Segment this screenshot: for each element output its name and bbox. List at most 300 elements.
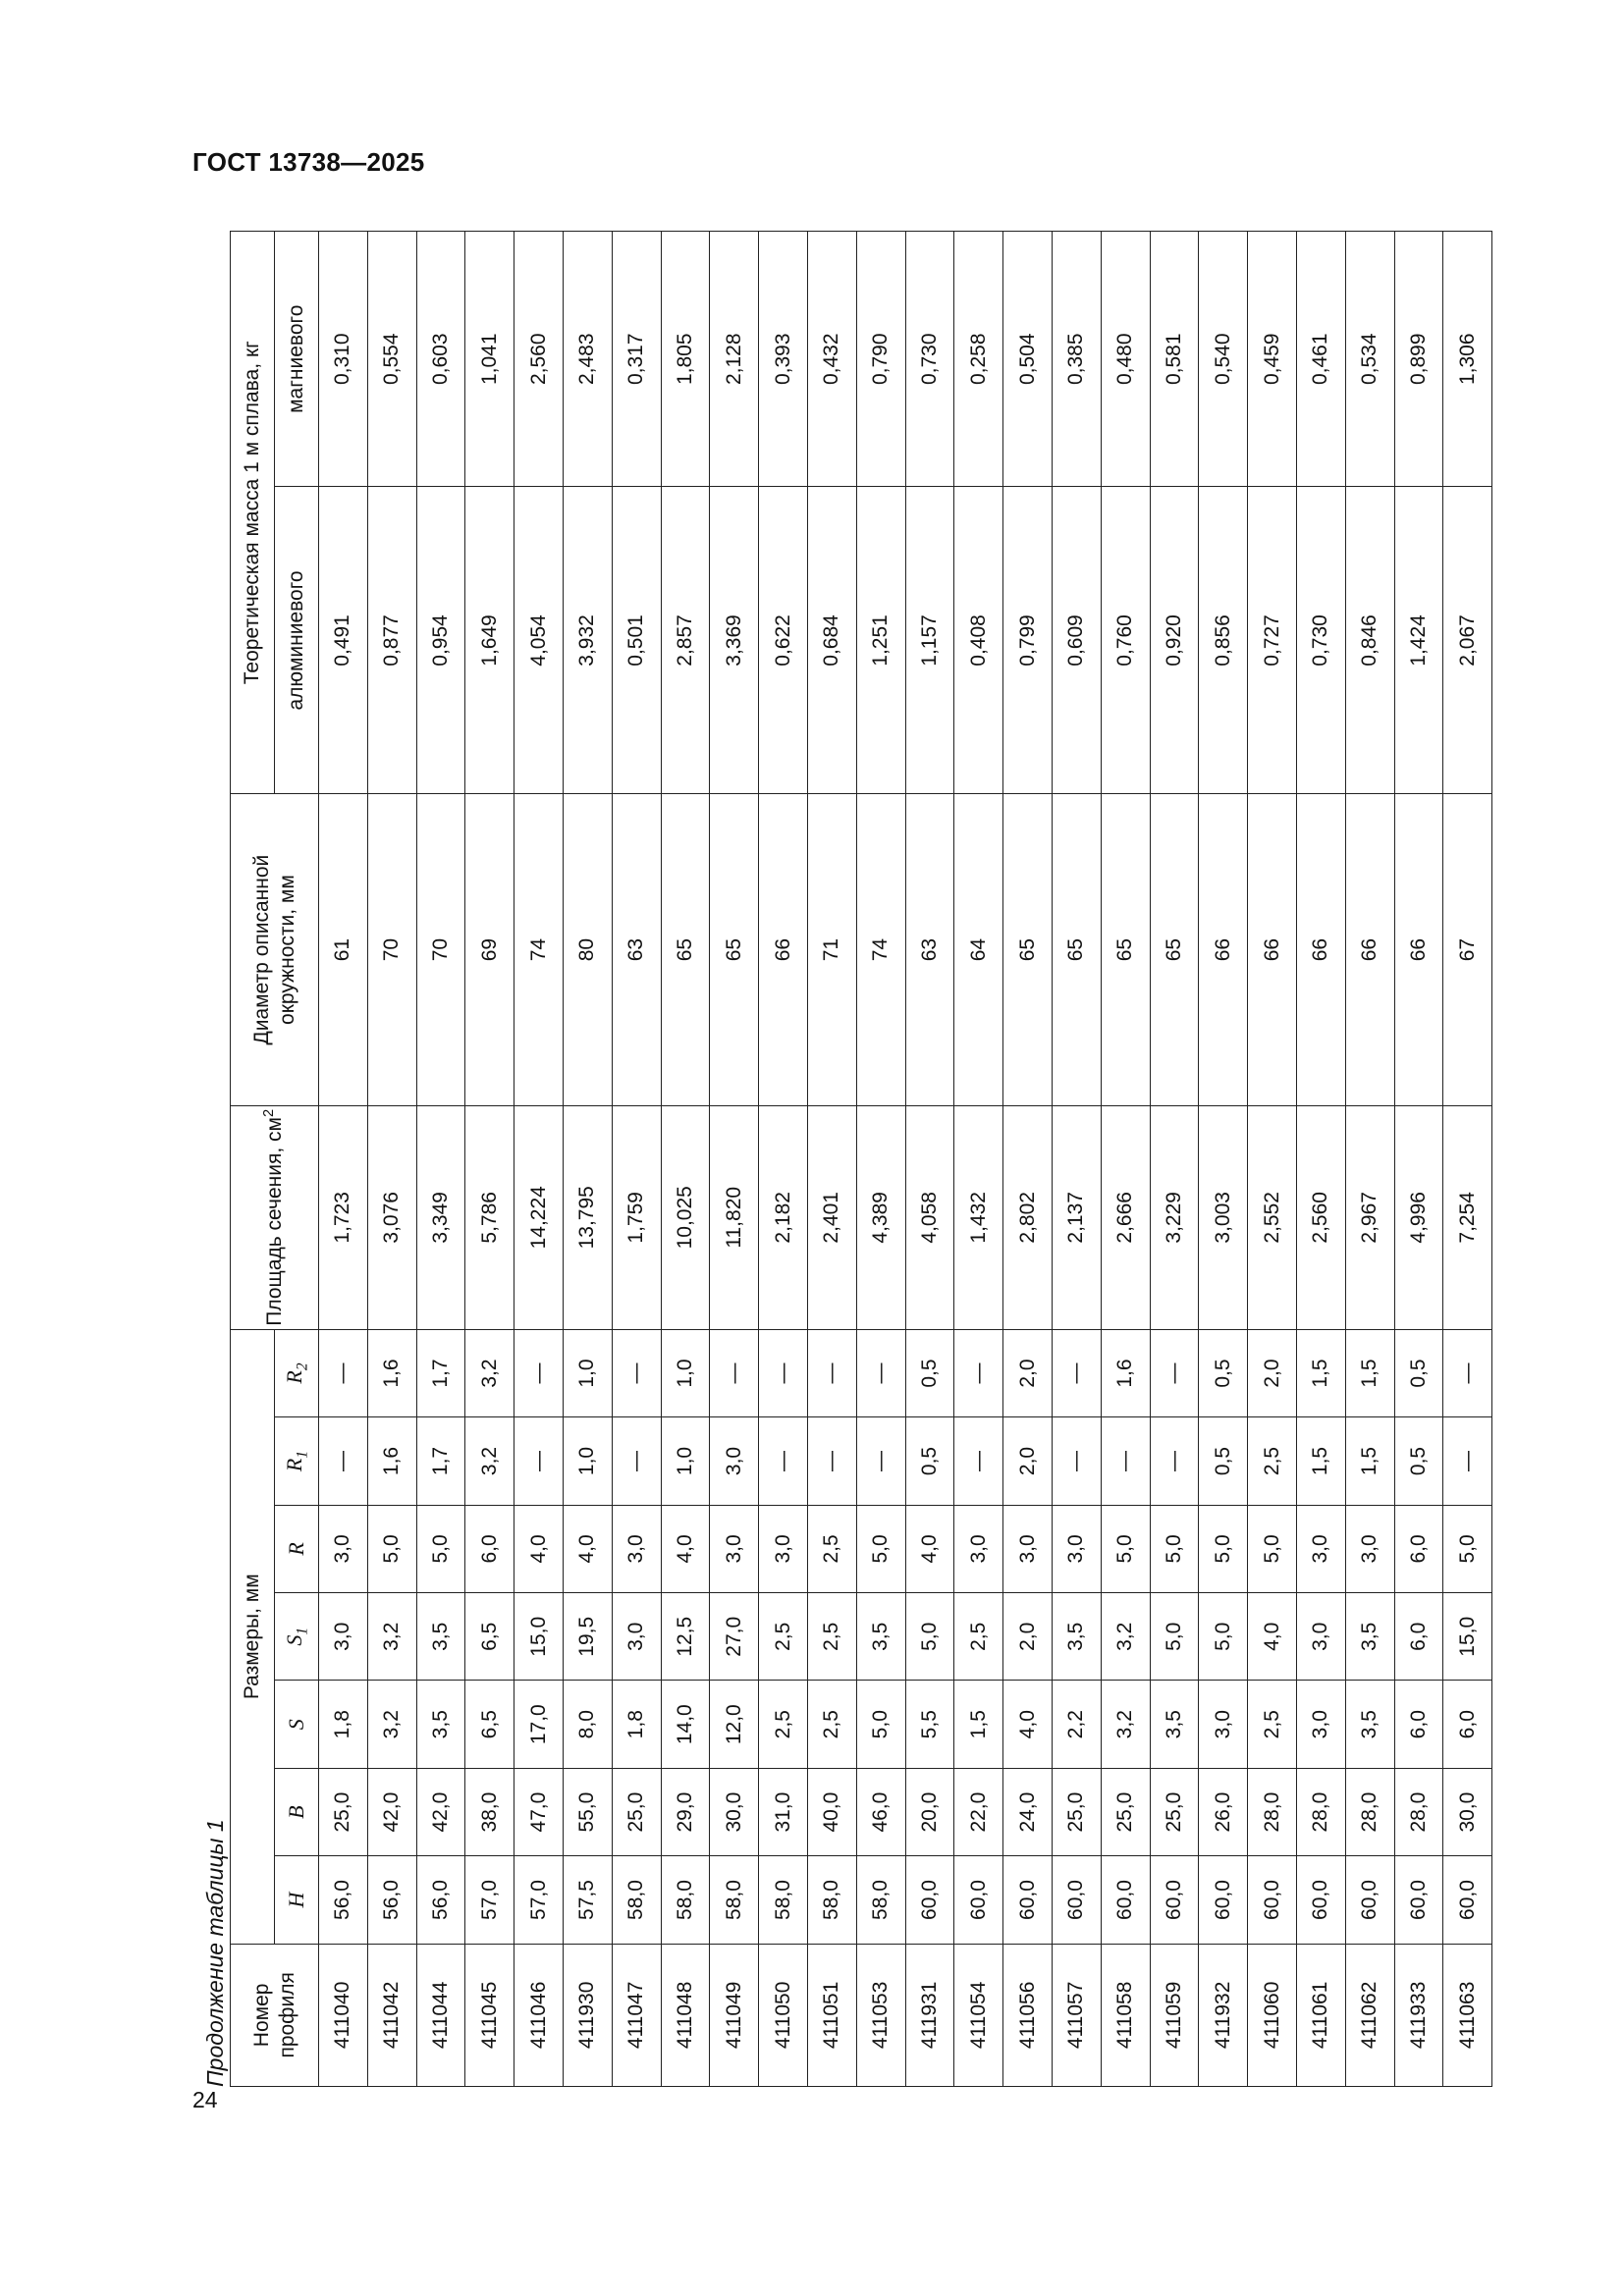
header-dim-r: R [275, 1505, 319, 1592]
cell-dim-s: 8,0 [563, 1681, 612, 1768]
cell-dim-b: 38,0 [465, 1768, 514, 1855]
cell-mass-magnesium: 0,504 [1003, 232, 1053, 487]
cell-dim-b: 20,0 [905, 1768, 954, 1855]
cell-mass-magnesium: 1,041 [465, 232, 514, 487]
header-dim-s: S [275, 1681, 319, 1768]
cell-dim-b: 42,0 [367, 1768, 416, 1855]
cell-dim-r1: — [319, 1417, 368, 1505]
table-row [416, 232, 465, 2087]
cell-diameter: 66 [1248, 794, 1297, 1105]
cell-dim-s: 5,5 [905, 1681, 954, 1768]
cell-profile-number: 411050 [759, 1944, 808, 2086]
cell-dim-h: 57,5 [563, 1856, 612, 1944]
cell-dim-r: 5,0 [416, 1505, 465, 1592]
cell-mass-magnesium: 0,790 [856, 232, 905, 487]
cell-profile-number: 411063 [1443, 1944, 1492, 2086]
cell-area: 3,229 [1150, 1105, 1199, 1329]
cell-dim-s: 14,0 [661, 1681, 710, 1768]
cell-dim-r1: — [514, 1417, 564, 1505]
cell-dim-r2: 0,5 [1394, 1329, 1443, 1417]
cell-profile-number: 411053 [856, 1944, 905, 2086]
cell-dim-h: 56,0 [319, 1856, 368, 1944]
cell-dim-r2: 1,5 [1296, 1329, 1345, 1417]
cell-dim-s: 3,0 [1296, 1681, 1345, 1768]
cell-dim-b: 25,0 [612, 1768, 661, 1855]
cell-dim-r1: 1,7 [416, 1417, 465, 1505]
cell-diameter: 66 [1296, 794, 1345, 1105]
cell-dim-b: 47,0 [514, 1768, 564, 1855]
cell-profile-number: 411061 [1296, 1944, 1345, 2086]
cell-dim-h: 56,0 [367, 1856, 416, 1944]
cell-dim-b: 55,0 [563, 1768, 612, 1855]
cell-profile-number: 411045 [465, 1944, 514, 2086]
cell-diameter: 66 [759, 794, 808, 1105]
cell-diameter: 61 [319, 794, 368, 1105]
cell-profile-number: 411059 [1150, 1944, 1199, 2086]
cell-profile-number: 411047 [612, 1944, 661, 2086]
cell-dim-b: 25,0 [1052, 1768, 1101, 1855]
cell-dim-s: 17,0 [514, 1681, 564, 1768]
cell-dim-b: 28,0 [1296, 1768, 1345, 1855]
cell-diameter: 66 [1199, 794, 1248, 1105]
cell-mass-magnesium: 0,534 [1345, 232, 1394, 487]
header-aluminum: алюминиевого [275, 487, 319, 794]
cell-dim-s1: 12,5 [661, 1593, 710, 1681]
cell-diameter: 65 [1150, 794, 1199, 1105]
header-dim-r1: $R_1$ [275, 1417, 319, 1505]
cell-mass-magnesium: 0,899 [1394, 232, 1443, 487]
cell-mass-aluminum: 0,684 [807, 487, 856, 794]
cell-area: 7,254 [1443, 1105, 1492, 1329]
cell-dim-r: 3,0 [1003, 1505, 1053, 1592]
cell-dim-s1: 5,0 [905, 1593, 954, 1681]
cell-mass-aluminum: 0,491 [319, 487, 368, 794]
cell-dim-s: 3,5 [1150, 1681, 1199, 1768]
cell-dim-r2: — [612, 1329, 661, 1417]
cell-dim-r1: 2,0 [1003, 1417, 1053, 1505]
cell-dim-h: 58,0 [856, 1856, 905, 1944]
cell-dim-r: 6,0 [465, 1505, 514, 1592]
cell-diameter: 63 [905, 794, 954, 1105]
cell-dim-s1: 2,0 [1003, 1593, 1053, 1681]
cell-profile-number: 411057 [1052, 1944, 1101, 2086]
header-diameter: Диаметр описанной окружности, мм [231, 794, 319, 1105]
cell-dim-r2: 1,6 [1101, 1329, 1150, 1417]
cell-dim-r1: — [759, 1417, 808, 1505]
header-dimensions: Размеры, мм [231, 1329, 275, 1944]
cell-dim-h: 60,0 [1101, 1856, 1150, 1944]
cell-dim-r1: 0,5 [1199, 1417, 1248, 1505]
cell-dim-r2: — [1150, 1329, 1199, 1417]
page-number: 24 [192, 2087, 218, 2112]
table-row [1052, 232, 1101, 2087]
cell-dim-r: 5,0 [367, 1505, 416, 1592]
cell-dim-s: 3,0 [1199, 1681, 1248, 1768]
cell-dim-s1: 15,0 [1443, 1593, 1492, 1681]
cell-dim-s: 1,8 [319, 1681, 368, 1768]
cell-mass-aluminum: 0,877 [367, 487, 416, 794]
cell-mass-aluminum: 0,609 [1052, 487, 1101, 794]
cell-mass-aluminum: 0,954 [416, 487, 465, 794]
cell-dim-h: 56,0 [416, 1856, 465, 1944]
cell-dim-h: 60,0 [1199, 1856, 1248, 1944]
table-row [856, 232, 905, 2087]
header-area: Площадь сечения, $см^2$ [231, 1105, 319, 1329]
cell-mass-aluminum: 0,799 [1003, 487, 1053, 794]
cell-mass-aluminum: 3,369 [710, 487, 759, 794]
cell-dim-s: 5,0 [856, 1681, 905, 1768]
cell-area: 1,759 [612, 1105, 661, 1329]
cell-dim-r1: — [954, 1417, 1003, 1505]
cell-mass-aluminum: 0,730 [1296, 487, 1345, 794]
cell-dim-s: 6,0 [1443, 1681, 1492, 1768]
cell-dim-b: 40,0 [807, 1768, 856, 1855]
cell-dim-r2: 1,0 [563, 1329, 612, 1417]
cell-mass-aluminum: 1,251 [856, 487, 905, 794]
table-row [1443, 232, 1492, 2087]
table-caption: Продолжение таблицы 1 [202, 1819, 228, 2087]
cell-mass-aluminum: 2,857 [661, 487, 710, 794]
cell-diameter: 65 [1052, 794, 1101, 1105]
cell-dim-s1: 4,0 [1248, 1593, 1297, 1681]
cell-diameter: 65 [1003, 794, 1053, 1105]
cell-diameter: 65 [661, 794, 710, 1105]
cell-dim-r: 3,0 [319, 1505, 368, 1592]
cell-dim-r: 5,0 [1248, 1505, 1297, 1592]
table-row [759, 232, 808, 2087]
cell-mass-magnesium: 0,603 [416, 232, 465, 487]
cell-dim-s1: 2,5 [759, 1593, 808, 1681]
cell-dim-r: 5,0 [1150, 1505, 1199, 1592]
cell-dim-r1: 3,2 [465, 1417, 514, 1505]
cell-dim-r2: 1,7 [416, 1329, 465, 1417]
table-row [1296, 232, 1345, 2087]
cell-dim-s1: 3,5 [856, 1593, 905, 1681]
cell-area: 4,058 [905, 1105, 954, 1329]
cell-dim-b: 25,0 [1101, 1768, 1150, 1855]
cell-area: 4,996 [1394, 1105, 1443, 1329]
cell-dim-s1: 3,5 [1345, 1593, 1394, 1681]
cell-dim-b: 26,0 [1199, 1768, 1248, 1855]
cell-mass-magnesium: 0,554 [367, 232, 416, 487]
cell-profile-number: 411062 [1345, 1944, 1394, 2086]
cell-dim-s: 1,5 [954, 1681, 1003, 1768]
table-row [514, 232, 564, 2087]
cell-area: 2,552 [1248, 1105, 1297, 1329]
cell-dim-b: 22,0 [954, 1768, 1003, 1855]
cell-profile-number: 411931 [905, 1944, 954, 2086]
cell-mass-aluminum: 0,760 [1101, 487, 1150, 794]
table-row [367, 232, 416, 2087]
cell-profile-number: 411046 [514, 1944, 564, 2086]
cell-dim-r2: 3,2 [465, 1329, 514, 1417]
cell-mass-magnesium: 0,310 [319, 232, 368, 487]
cell-area: 10,025 [661, 1105, 710, 1329]
cell-dim-r1: — [1443, 1417, 1492, 1505]
cell-dim-s: 6,5 [465, 1681, 514, 1768]
cell-dim-b: 46,0 [856, 1768, 905, 1855]
cell-dim-r: 5,0 [1443, 1505, 1492, 1592]
cell-area: 3,349 [416, 1105, 465, 1329]
cell-mass-magnesium: 0,461 [1296, 232, 1345, 487]
cell-dim-h: 60,0 [954, 1856, 1003, 1944]
cell-dim-r1: 0,5 [905, 1417, 954, 1505]
cell-dim-r: 3,0 [759, 1505, 808, 1592]
cell-area: 2,401 [807, 1105, 856, 1329]
cell-dim-h: 57,0 [514, 1856, 564, 1944]
cell-dim-r2: — [807, 1329, 856, 1417]
cell-dim-r2: 2,0 [1003, 1329, 1053, 1417]
cell-mass-aluminum: 0,846 [1345, 487, 1394, 794]
header-magnesium: магниевого [275, 232, 319, 487]
cell-dim-h: 58,0 [661, 1856, 710, 1944]
cell-dim-b: 30,0 [1443, 1768, 1492, 1855]
cell-mass-aluminum: 0,856 [1199, 487, 1248, 794]
cell-dim-r2: 0,5 [1199, 1329, 1248, 1417]
cell-profile-number: 411930 [563, 1944, 612, 2086]
cell-mass-magnesium: 1,306 [1443, 232, 1492, 487]
cell-mass-magnesium: 0,317 [612, 232, 661, 487]
cell-dim-h: 58,0 [759, 1856, 808, 1944]
cell-dim-r: 4,0 [905, 1505, 954, 1592]
cell-dim-s: 3,5 [416, 1681, 465, 1768]
cell-dim-s1: 3,2 [367, 1593, 416, 1681]
cell-dim-r2: 2,0 [1248, 1329, 1297, 1417]
cell-dim-s1: 5,0 [1199, 1593, 1248, 1681]
profiles-table [230, 231, 1492, 2087]
cell-area: 2,666 [1101, 1105, 1150, 1329]
cell-profile-number: 411044 [416, 1944, 465, 2086]
header-mass: Теоретическая масса 1 м сплава, кг [231, 232, 275, 794]
cell-dim-h: 60,0 [1150, 1856, 1199, 1944]
cell-dim-r: 3,0 [1052, 1505, 1101, 1592]
cell-dim-r1: 2,5 [1248, 1417, 1297, 1505]
cell-mass-magnesium: 0,432 [807, 232, 856, 487]
cell-mass-magnesium: 2,560 [514, 232, 564, 487]
cell-dim-r: 3,0 [1296, 1505, 1345, 1592]
cell-dim-r: 5,0 [1101, 1505, 1150, 1592]
cell-dim-h: 58,0 [807, 1856, 856, 1944]
cell-dim-s: 2,5 [1248, 1681, 1297, 1768]
cell-dim-r1: — [856, 1417, 905, 1505]
cell-dim-s1: 3,0 [1296, 1593, 1345, 1681]
cell-dim-r1: 0,5 [1394, 1417, 1443, 1505]
cell-dim-h: 57,0 [465, 1856, 514, 1944]
cell-mass-aluminum: 3,932 [563, 487, 612, 794]
cell-area: 5,786 [465, 1105, 514, 1329]
cell-area: 1,723 [319, 1105, 368, 1329]
cell-dim-s1: 3,5 [1052, 1593, 1101, 1681]
cell-dim-s: 6,0 [1394, 1681, 1443, 1768]
cell-dim-r2: — [954, 1329, 1003, 1417]
cell-dim-b: 28,0 [1248, 1768, 1297, 1855]
cell-diameter: 64 [954, 794, 1003, 1105]
cell-dim-s1: 15,0 [514, 1593, 564, 1681]
cell-mass-magnesium: 0,385 [1052, 232, 1101, 487]
cell-dim-r: 4,0 [514, 1505, 564, 1592]
table-row [1394, 232, 1443, 2087]
cell-dim-b: 31,0 [759, 1768, 808, 1855]
cell-mass-magnesium: 0,459 [1248, 232, 1297, 487]
cell-dim-r2: 1,6 [367, 1329, 416, 1417]
cell-dim-s1: 2,5 [807, 1593, 856, 1681]
cell-diameter: 70 [367, 794, 416, 1105]
cell-mass-magnesium: 0,480 [1101, 232, 1150, 487]
cell-dim-r1: — [1101, 1417, 1150, 1505]
cell-dim-r1: — [1150, 1417, 1199, 1505]
cell-dim-b: 25,0 [1150, 1768, 1199, 1855]
cell-diameter: 63 [612, 794, 661, 1105]
cell-dim-s: 2,2 [1052, 1681, 1101, 1768]
cell-profile-number: 411933 [1394, 1944, 1443, 2086]
cell-dim-r1: 1,0 [563, 1417, 612, 1505]
cell-dim-r: 3,0 [710, 1505, 759, 1592]
cell-area: 2,560 [1296, 1105, 1345, 1329]
cell-area: 4,389 [856, 1105, 905, 1329]
cell-dim-b: 29,0 [661, 1768, 710, 1855]
cell-dim-h: 60,0 [905, 1856, 954, 1944]
cell-dim-h: 60,0 [1003, 1856, 1053, 1944]
cell-dim-b: 24,0 [1003, 1768, 1053, 1855]
cell-dim-r2: 1,5 [1345, 1329, 1394, 1417]
cell-mass-aluminum: 0,408 [954, 487, 1003, 794]
cell-dim-r1: 3,0 [710, 1417, 759, 1505]
cell-area: 11,820 [710, 1105, 759, 1329]
cell-profile-number: 411051 [807, 1944, 856, 2086]
table-row [710, 232, 759, 2087]
cell-dim-r2: 0,5 [905, 1329, 954, 1417]
cell-dim-s: 3,2 [1101, 1681, 1150, 1768]
cell-dim-s: 3,2 [367, 1681, 416, 1768]
cell-dim-r1: 1,0 [661, 1417, 710, 1505]
cell-profile-number: 411060 [1248, 1944, 1297, 2086]
cell-dim-s1: 19,5 [563, 1593, 612, 1681]
cell-diameter: 74 [514, 794, 564, 1105]
cell-dim-r1: 1,5 [1345, 1417, 1394, 1505]
cell-dim-r: 5,0 [1199, 1505, 1248, 1592]
cell-diameter: 74 [856, 794, 905, 1105]
cell-dim-r2: — [319, 1329, 368, 1417]
cell-dim-s: 3,5 [1345, 1681, 1394, 1768]
cell-dim-h: 60,0 [1443, 1856, 1492, 1944]
cell-mass-magnesium: 2,483 [563, 232, 612, 487]
cell-dim-s1: 3,0 [319, 1593, 368, 1681]
table-row [1150, 232, 1199, 2087]
cell-mass-aluminum: 0,920 [1150, 487, 1199, 794]
cell-profile-number: 411042 [367, 1944, 416, 2086]
cell-dim-s: 2,5 [759, 1681, 808, 1768]
cell-dim-b: 42,0 [416, 1768, 465, 1855]
cell-mass-aluminum: 1,649 [465, 487, 514, 794]
table-row [1345, 232, 1394, 2087]
cell-dim-s: 4,0 [1003, 1681, 1053, 1768]
cell-profile-number: 411932 [1199, 1944, 1248, 2086]
cell-mass-magnesium: 0,730 [905, 232, 954, 487]
cell-dim-h: 60,0 [1296, 1856, 1345, 1944]
cell-dim-s1: 5,0 [1150, 1593, 1199, 1681]
cell-dim-b: 28,0 [1394, 1768, 1443, 1855]
cell-diameter: 71 [807, 794, 856, 1105]
cell-dim-r2: — [514, 1329, 564, 1417]
cell-dim-r: 4,0 [563, 1505, 612, 1592]
cell-mass-aluminum: 2,067 [1443, 487, 1492, 794]
cell-diameter: 80 [563, 794, 612, 1105]
cell-dim-r2: — [759, 1329, 808, 1417]
cell-area: 1,432 [954, 1105, 1003, 1329]
table-row [954, 232, 1003, 2087]
cell-mass-magnesium: 2,128 [710, 232, 759, 487]
cell-dim-r1: 1,5 [1296, 1417, 1345, 1505]
cell-mass-aluminum: 0,622 [759, 487, 808, 794]
cell-dim-b: 30,0 [710, 1768, 759, 1855]
header-profile-number: Номер профиля [231, 1944, 319, 2086]
cell-dim-h: 60,0 [1052, 1856, 1101, 1944]
cell-dim-r2: — [1052, 1329, 1101, 1417]
cell-mass-magnesium: 0,393 [759, 232, 808, 487]
cell-area: 2,802 [1003, 1105, 1053, 1329]
cell-dim-r: 2,5 [807, 1505, 856, 1592]
cell-dim-r1: — [1052, 1417, 1101, 1505]
cell-profile-number: 411048 [661, 1944, 710, 2086]
cell-diameter: 66 [1345, 794, 1394, 1105]
table-row [1248, 232, 1297, 2087]
cell-mass-aluminum: 1,157 [905, 487, 954, 794]
cell-dim-r: 3,0 [954, 1505, 1003, 1592]
cell-diameter: 70 [416, 794, 465, 1105]
cell-dim-r: 3,0 [1345, 1505, 1394, 1592]
cell-dim-r2: — [710, 1329, 759, 1417]
cell-dim-s: 2,5 [807, 1681, 856, 1768]
cell-dim-s1: 6,0 [1394, 1593, 1443, 1681]
cell-diameter: 66 [1394, 794, 1443, 1105]
cell-profile-number: 411049 [710, 1944, 759, 2086]
table-container [230, 231, 1487, 2087]
cell-diameter: 67 [1443, 794, 1492, 1105]
cell-area: 2,967 [1345, 1105, 1394, 1329]
cell-dim-h: 60,0 [1394, 1856, 1443, 1944]
cell-area: 2,182 [759, 1105, 808, 1329]
cell-mass-magnesium: 0,540 [1199, 232, 1248, 487]
cell-dim-h: 60,0 [1248, 1856, 1297, 1944]
cell-mass-aluminum: 0,501 [612, 487, 661, 794]
cell-dim-s: 1,8 [612, 1681, 661, 1768]
cell-dim-r2: — [856, 1329, 905, 1417]
cell-area: 13,795 [563, 1105, 612, 1329]
cell-dim-h: 58,0 [612, 1856, 661, 1944]
cell-mass-magnesium: 1,805 [661, 232, 710, 487]
cell-mass-magnesium: 0,581 [1150, 232, 1199, 487]
cell-mass-aluminum: 4,054 [514, 487, 564, 794]
table-body [319, 232, 1492, 2087]
cell-dim-r2: — [1443, 1329, 1492, 1417]
cell-dim-s: 12,0 [710, 1681, 759, 1768]
header-dim-b: B [275, 1768, 319, 1855]
table-row [661, 232, 710, 2087]
cell-dim-r: 5,0 [856, 1505, 905, 1592]
cell-dim-s1: 3,2 [1101, 1593, 1150, 1681]
cell-diameter: 65 [710, 794, 759, 1105]
table-row [1199, 232, 1248, 2087]
cell-profile-number: 411054 [954, 1944, 1003, 2086]
cell-diameter: 65 [1101, 794, 1150, 1105]
header-dim-r2: $R_2$ [275, 1329, 319, 1417]
document-title: ГОСТ 13738—2025 [192, 147, 425, 177]
table-row [905, 232, 954, 2087]
table-row [807, 232, 856, 2087]
cell-area: 3,003 [1199, 1105, 1248, 1329]
cell-area: 3,076 [367, 1105, 416, 1329]
cell-dim-h: 58,0 [710, 1856, 759, 1944]
